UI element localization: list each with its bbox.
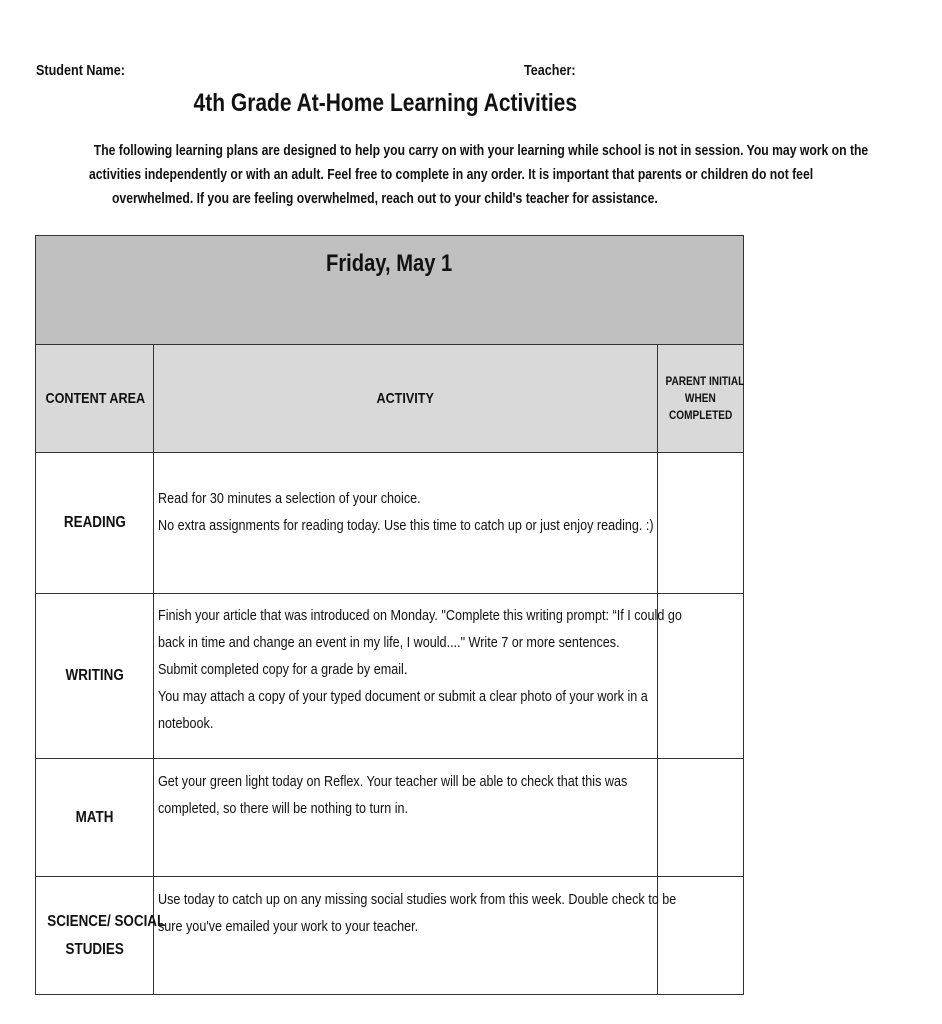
schedule-table [35, 235, 744, 995]
page-title: 4th Grade At-Home Learning Activities [193, 89, 577, 117]
teacher-label: Teacher: [524, 62, 576, 79]
activity-math: Get your green light today on Reflex. Your teacher will be able to check that this was completed, so there will be nothing to turn in. [154, 759, 658, 877]
activity-science: Use today to catch up on any missing social studies work from this week. Double check to be sure you've emailed your work to your teacher. [154, 877, 658, 995]
intro-line: activities independently or with an adult. Feel free to complete in any order. It is important that parents or children do not feel [88, 167, 814, 183]
table-row [36, 759, 744, 877]
intro-line: overwhelmed. If you are feeling overwhelmed, reach out to your child's teacher for assistance. [112, 191, 658, 207]
table-row [36, 453, 744, 594]
day-row [36, 236, 744, 345]
intro-paragraph [20, 139, 869, 211]
parent-initial-cell[interactable] [658, 453, 744, 594]
table-row [36, 877, 744, 995]
content-area-header: CONTENT AREA [36, 345, 154, 453]
content-area-writing: WRITING [36, 594, 154, 759]
parent-initial-header: PARENT INITIAL WHEN COMPLETED [658, 345, 744, 453]
student-name-label: Student Name: [36, 62, 125, 79]
content-area-reading: READING [36, 453, 154, 594]
intro-line: The following learning plans are designed to help you carry on with your learning while school is not in session. You may work on the [93, 143, 869, 159]
content-area-math: MATH [36, 759, 154, 877]
activity-writing: Finish your article that was introduced on Monday. "Complete this writing prompt: “If I could go back in time and change an event in my life, I would...." Write 7 or more sentences. Submit completed copy for a grade by email. You may attach a copy of your typed document or submit a clear photo of your work in a notebook. [154, 594, 658, 759]
table-row [36, 594, 744, 759]
day-heading: Friday, May 1 [36, 236, 744, 345]
activity-header: ACTIVITY [154, 345, 658, 453]
content-area-science: SCIENCE/ SOCIAL STUDIES [36, 877, 154, 995]
activity-reading: Read for 30 minutes a selection of your choice. No extra assignments for reading today. Use this time to catch up or just enjoy reading. :) [154, 453, 658, 594]
header-row [36, 345, 744, 453]
parent-initial-cell[interactable] [658, 759, 744, 877]
